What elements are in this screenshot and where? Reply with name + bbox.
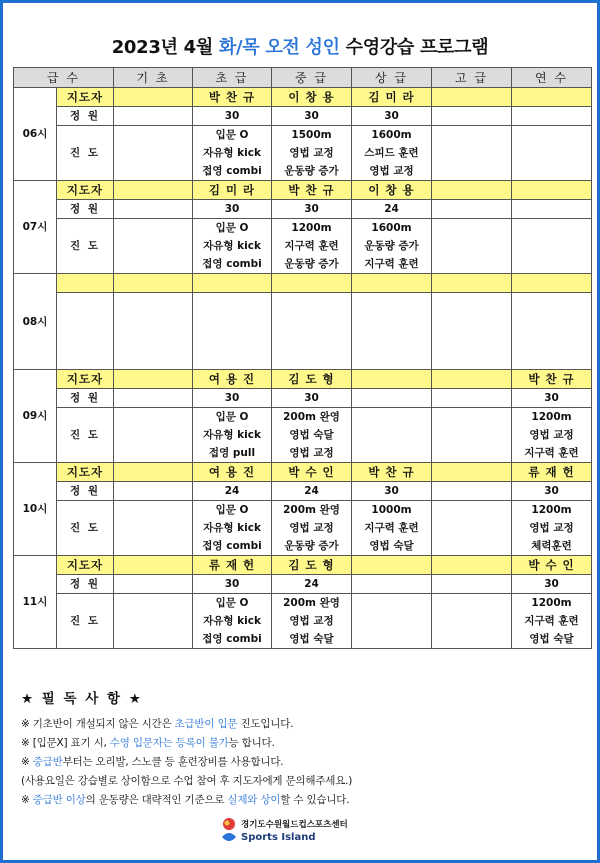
table-row: [14, 408, 592, 427]
progress-cell: [352, 444, 432, 463]
progress-cell: 지구력 훈련: [512, 444, 592, 463]
header-advanced: 상 급: [352, 68, 432, 88]
header-beginner: 초 급: [193, 68, 272, 88]
progress-cell: 1000m: [352, 501, 432, 520]
progress-cell: [512, 162, 592, 181]
instructor-label: 지도자: [57, 181, 114, 200]
hour-label: 10시: [14, 463, 57, 556]
table-row: [14, 274, 592, 293]
instructor-cell: 박 찬 규: [272, 181, 352, 200]
progress-cell: [432, 594, 512, 613]
instructor-label: 지도자: [57, 370, 114, 389]
capacity-cell: 30: [193, 200, 272, 219]
progress-cell: [432, 219, 512, 238]
progress-cell: [114, 519, 193, 537]
table-row: [14, 107, 592, 126]
progress-cell: 접영 combi: [193, 537, 272, 556]
progress-cell: [352, 630, 432, 649]
table-row: [14, 501, 592, 520]
hour-label: 11시: [14, 556, 57, 649]
capacity-label: 정 원: [57, 482, 114, 501]
progress-label: 진 도: [57, 408, 114, 463]
table-row: [14, 389, 592, 408]
progress-cell: [432, 126, 512, 145]
progress-cell: 1200m: [512, 408, 592, 427]
logo-brand: Sports Island: [241, 832, 316, 843]
progress-cell: 영법 교정: [272, 444, 352, 463]
header-intermediate: 중 급: [272, 68, 352, 88]
progress-cell: 영법 교정: [352, 162, 432, 181]
progress-cell: 자유형 kick: [193, 237, 272, 255]
progress-cell: 1200m: [512, 501, 592, 520]
progress-cell: [432, 519, 512, 537]
capacity-cell: [512, 200, 592, 219]
instructor-label: 지도자: [57, 463, 114, 482]
instructor-cell: 박 수 인: [272, 463, 352, 482]
instructor-cell: [114, 370, 193, 389]
capacity-cell: 30: [352, 482, 432, 501]
progress-cell: 접영 combi: [193, 255, 272, 274]
capacity-cell: [114, 200, 193, 219]
instructor-cell: 박 찬 규: [512, 370, 592, 389]
progress-cell: 1600m: [352, 219, 432, 238]
instructor-cell: 김 미 라: [352, 88, 432, 107]
hour-label: 07시: [14, 181, 57, 274]
instructor-cell: 박 수 인: [512, 556, 592, 575]
capacity-cell: [114, 389, 193, 408]
progress-cell: 자유형 kick: [193, 144, 272, 162]
instructor-cell: 이 창 용: [352, 181, 432, 200]
progress-cell: [114, 293, 193, 370]
progress-cell: 입문 O: [193, 408, 272, 427]
capacity-label: 정 원: [57, 107, 114, 126]
schedule-table: [13, 67, 592, 649]
instructor-cell: [512, 88, 592, 107]
progress-cell: 영법 교정: [512, 426, 592, 444]
progress-cell: 입문 O: [193, 501, 272, 520]
note-line-2: ※ [입문X] 표기 시, 수영 입문자는 등록이 불가능 합니다.: [21, 737, 275, 749]
progress-cell: [114, 162, 193, 181]
instructor-label: 지도자: [57, 88, 114, 107]
instructor-cell: [352, 556, 432, 575]
progress-cell: [114, 501, 193, 520]
capacity-cell: [432, 200, 512, 219]
progress-cell: 200m 완영: [272, 408, 352, 427]
capacity-cell: 24: [272, 482, 352, 501]
table-row: [14, 88, 592, 107]
progress-cell: [512, 126, 592, 145]
capacity-cell: [432, 107, 512, 126]
progress-cell: [114, 426, 193, 444]
progress-cell: 영법 교정: [272, 144, 352, 162]
progress-cell: [114, 444, 193, 463]
title-highlight: 화/목 오전 성인: [218, 37, 340, 58]
table-row: [14, 200, 592, 219]
progress-cell: 지구력 훈련: [512, 612, 592, 630]
capacity-cell: [114, 107, 193, 126]
progress-cell: [512, 144, 592, 162]
progress-cell: 운동량 증가: [352, 237, 432, 255]
progress-label: 진 도: [57, 219, 114, 274]
instructor-cell: 여 용 진: [193, 370, 272, 389]
instructor-cell: [114, 274, 193, 293]
progress-cell: [432, 293, 512, 370]
sports-center-logo: [215, 815, 395, 855]
hour-label: 06시: [14, 88, 57, 181]
table-row: [14, 370, 592, 389]
progress-cell: [352, 426, 432, 444]
progress-cell: [352, 594, 432, 613]
instructor-cell: [512, 181, 592, 200]
capacity-cell: 30: [272, 200, 352, 219]
note-line-3: ※ 중급반부터는 오리발, 스노클 등 훈련장비를 사용합니다.: [21, 756, 284, 768]
capacity-cell: 30: [352, 107, 432, 126]
capacity-cell: [114, 575, 193, 594]
progress-cell: [114, 255, 193, 274]
progress-cell: 200m 완영: [272, 594, 352, 613]
progress-cell: 영법 숙달: [352, 537, 432, 556]
instructor-cell: [352, 370, 432, 389]
capacity-label: 정 원: [57, 200, 114, 219]
progress-cell: [114, 630, 193, 649]
progress-cell: [352, 612, 432, 630]
progress-cell: 영법 숙달: [272, 426, 352, 444]
progress-cell: 영법 숙달: [272, 630, 352, 649]
page-title: 2023년 4월 화/목 오전 성인 수영강습 프로그램: [111, 37, 489, 58]
table-row: [14, 463, 592, 482]
instructor-cell: [352, 274, 432, 293]
progress-cell: 운동량 증가: [272, 537, 352, 556]
progress-cell: [352, 293, 432, 370]
progress-label: 진 도: [57, 594, 114, 649]
progress-cell: 입문 O: [193, 219, 272, 238]
note-line-1: ※ 기초반이 개설되지 않은 시간은 초급반이 입문 진도입니다.: [21, 718, 294, 730]
capacity-label: 정 원: [57, 575, 114, 594]
table-row: [14, 594, 592, 613]
hour-label: 08시: [14, 274, 57, 370]
header-row: [14, 68, 592, 88]
notes-title: ★ 필 독 사 항 ★: [21, 691, 143, 707]
logo-mark-icon: [219, 817, 239, 847]
progress-cell: [432, 408, 512, 427]
progress-cell: [114, 408, 193, 427]
progress-cell: [114, 237, 193, 255]
progress-cell: 지구력 훈련: [352, 519, 432, 537]
progress-cell: 입문 O: [193, 126, 272, 145]
progress-cell: [432, 162, 512, 181]
table-row: [14, 482, 592, 501]
instructor-cell: 류 재 헌: [512, 463, 592, 482]
progress-cell: [432, 444, 512, 463]
instructor-cell: [193, 274, 272, 293]
table-row: [14, 219, 592, 238]
progress-cell: 지구력 훈련: [272, 237, 352, 255]
capacity-cell: 24: [272, 575, 352, 594]
progress-cell: 체력훈련: [512, 537, 592, 556]
progress-cell: [272, 293, 352, 370]
progress-cell: [512, 293, 592, 370]
progress-cell: [432, 255, 512, 274]
note-line-4: (사용요일은 강습별로 상이함으로 수업 참여 후 지도자에게 문의해주세요.): [21, 775, 353, 787]
capacity-cell: 30: [512, 482, 592, 501]
progress-cell: [114, 219, 193, 238]
progress-cell: [352, 408, 432, 427]
progress-cell: 1600m: [352, 126, 432, 145]
instructor-cell: [432, 463, 512, 482]
progress-cell: [114, 612, 193, 630]
progress-cell: [193, 293, 272, 370]
progress-cell: 자유형 kick: [193, 519, 272, 537]
instructor-cell: 여 용 진: [193, 463, 272, 482]
progress-cell: [432, 537, 512, 556]
progress-cell: 영법 숙달: [512, 630, 592, 649]
progress-cell: 1200m: [272, 219, 352, 238]
hour-label: 09시: [14, 370, 57, 463]
instructor-cell: 류 재 헌: [193, 556, 272, 575]
header-basic: 기 초: [114, 68, 193, 88]
table-row: [14, 575, 592, 594]
instructor-cell: [272, 274, 352, 293]
capacity-cell: [352, 389, 432, 408]
capacity-cell: [432, 389, 512, 408]
progress-cell: 접영 combi: [193, 162, 272, 181]
progress-cell: [512, 237, 592, 255]
capacity-cell: 30: [272, 107, 352, 126]
instructor-cell: [432, 370, 512, 389]
progress-cell: 운동량 증가: [272, 255, 352, 274]
progress-cell: [432, 612, 512, 630]
progress-cell: 자유형 kick: [193, 612, 272, 630]
table-row: [14, 293, 592, 370]
progress-cell: [512, 255, 592, 274]
capacity-cell: 30: [512, 389, 592, 408]
table-row: [14, 556, 592, 575]
instructor-cell: 박 찬 규: [352, 463, 432, 482]
capacity-cell: 30: [272, 389, 352, 408]
instructor-cell: [114, 556, 193, 575]
progress-cell: 운동량 증가: [272, 162, 352, 181]
progress-cell: [432, 501, 512, 520]
instructor-cell: [512, 274, 592, 293]
instructor-cell: 김 도 형: [272, 556, 352, 575]
capacity-cell: [114, 482, 193, 501]
capacity-cell: 30: [512, 575, 592, 594]
capacity-cell: 30: [193, 389, 272, 408]
instructor-cell: [432, 556, 512, 575]
capacity-cell: 30: [193, 107, 272, 126]
header-training: 연 수: [512, 68, 592, 88]
progress-cell: 영법 교정: [272, 612, 352, 630]
progress-cell: 스피드 훈련: [352, 144, 432, 162]
capacity-label: 정 원: [57, 389, 114, 408]
instructor-cell: [432, 274, 512, 293]
notes-section: [21, 687, 591, 810]
instructor-cell: [57, 274, 114, 293]
instructor-cell: [432, 88, 512, 107]
table-row: [14, 181, 592, 200]
table-row: [14, 126, 592, 145]
progress-cell: [432, 237, 512, 255]
progress-cell: 영법 교정: [272, 519, 352, 537]
progress-cell: 접영 combi: [193, 630, 272, 649]
progress-cell: 영법 교정: [512, 519, 592, 537]
instructor-cell: 박 찬 규: [193, 88, 272, 107]
progress-cell: [114, 144, 193, 162]
instructor-cell: 이 창 용: [272, 88, 352, 107]
instructor-cell: [114, 463, 193, 482]
progress-cell: [114, 126, 193, 145]
progress-cell: [432, 144, 512, 162]
logo-org-name: 경기도수원월드컵스포츠센터: [241, 820, 348, 830]
instructor-cell: [432, 181, 512, 200]
instructor-cell: [114, 88, 193, 107]
header-level: 급 수: [14, 68, 114, 88]
progress-cell: [114, 594, 193, 613]
progress-cell: [432, 426, 512, 444]
progress-cell: 200m 완영: [272, 501, 352, 520]
capacity-cell: [352, 575, 432, 594]
header-high: 고 급: [432, 68, 512, 88]
instructor-label: 지도자: [57, 556, 114, 575]
progress-label: 진 도: [57, 126, 114, 181]
capacity-cell: 24: [193, 482, 272, 501]
progress-label: 진 도: [57, 501, 114, 556]
progress-cell: 접영 pull: [193, 444, 272, 463]
progress-cell: 입문 O: [193, 594, 272, 613]
capacity-cell: 24: [352, 200, 432, 219]
progress-cell: 자유형 kick: [193, 426, 272, 444]
instructor-cell: [114, 181, 193, 200]
capacity-cell: 30: [193, 575, 272, 594]
capacity-cell: [432, 575, 512, 594]
instructor-cell: 김 도 형: [272, 370, 352, 389]
progress-cell: 1500m: [272, 126, 352, 145]
progress-label: [57, 293, 114, 370]
note-line-5: ※ 중급반 이상의 운동량은 대략적인 기준으로 실제와 상이할 수 있습니다.: [21, 794, 350, 806]
instructor-cell: 김 미 라: [193, 181, 272, 200]
progress-cell: 1200m: [512, 594, 592, 613]
capacity-cell: [512, 107, 592, 126]
progress-cell: [432, 630, 512, 649]
progress-cell: [114, 537, 193, 556]
progress-cell: 지구력 훈련: [352, 255, 432, 274]
progress-cell: [512, 219, 592, 238]
capacity-cell: [432, 482, 512, 501]
